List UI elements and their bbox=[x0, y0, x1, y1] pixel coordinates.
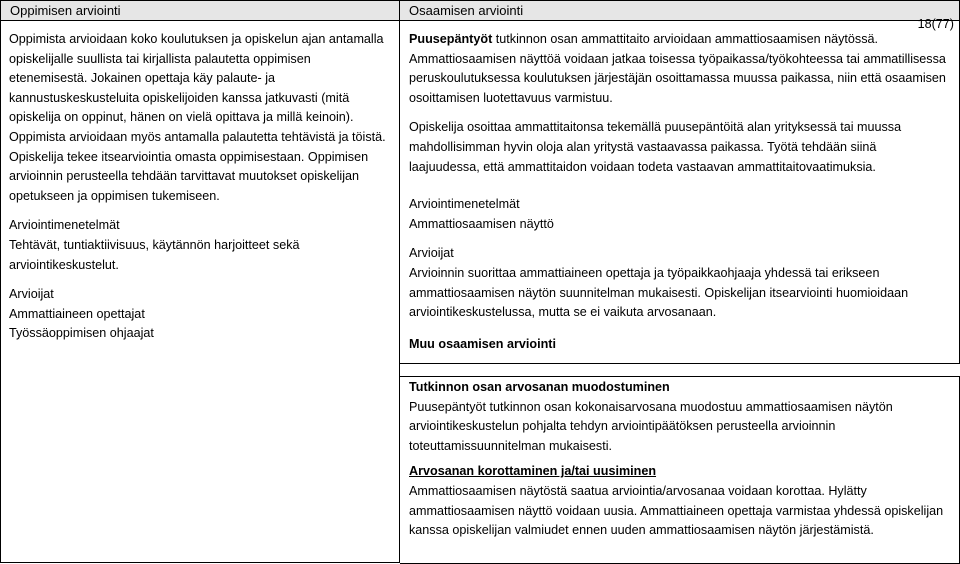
right-methods-text: Ammattiosaamisen näyttö bbox=[409, 216, 554, 231]
right-header bbox=[400, 0, 960, 21]
improve-text: Ammattiosaamisen näytöstä saatua arviointia/arvosanaa voidaan korottaa. Hylätty ammattiosaamisen näyttö voidaan uusia. Ammattiaineen opettaja varmistaa yhdessä opiskelijan kanssa opiskelijan valmiudet ennen uuden ammattiosaamisen näytön järjestämistä. bbox=[409, 483, 944, 538]
left-assessor-1: Ammattiaineen opettajat bbox=[9, 306, 145, 321]
improve-title: Arvosanan korottaminen ja/tai uusiminen bbox=[409, 464, 657, 479]
left-header-title: Oppimisen arviointi bbox=[10, 3, 121, 18]
bottom-content bbox=[409, 378, 950, 541]
right-assessors-title: Arvioijat bbox=[409, 246, 454, 261]
right-lead-rest: tutkinnon osan ammattitaito arvioidaan ammattiosaamisen näytössä. Ammattiosaamisen näyttöä voidaan jatkaa toisessa työpaikassa/työkohteessa tai ammatillisessa peruskoulutuksessa koulutuksen järjestäjän osoittamassa muussa paikassa, niin että osaamisen osoittamisen luotettavuus varmistuu. bbox=[409, 32, 946, 105]
right-assessors-text: Arvioinnin suorittaa ammattiaineen opettaja ja työpaikkaohjaaja yhdessä tai erikseen ammattiosaamisen näytön suunnitelman mukaisesti. Opiskelijan itsearviointi huomioidaan arviointikeskustelussa, mutta se ei vaikuta arvosanaan. bbox=[409, 265, 909, 320]
right-content bbox=[409, 30, 950, 323]
left-intro: Oppimista arvioidaan koko koulutuksen ja opiskelun ajan antamalla opiskelijalle suullista tai kirjallista palautetta oppimisen etenemisestä. Jokainen opettaja käy palaute- ja kannustuskeskusteluita opiskelijoiden kanssa jatkuvasti (mitä opiskelija on oppinut, hänen on vielä opittava ja millä keinoin). Oppimista arvioidaan myös antamalla palautetta tehtävistä ja töistä. Opiskelija tekee itsearviointia omasta oppimisestaan. Oppimisen arvioinnin perusteella tehdään tarvittavat muutokset opiskelijan opetukseen ja oppimisen tukemiseen. bbox=[9, 32, 386, 203]
right-para2: Opiskelija osoittaa ammattitaitonsa tekemällä puusepäntöitä alan yrityksessä tai muussa mahdollisimman hyvin oloja alan yritystä vastaavassa paikassa. Työtä tehdään siinä laajuudessa, että ammattitaidon voidaan todeta vastaavan ammattitaitovaatimuksia. bbox=[409, 120, 902, 174]
left-column bbox=[0, 0, 400, 564]
page-number: 18(77) bbox=[917, 17, 954, 31]
grade-text: Puusepäntyöt tutkinnon osan kokonaisarvosana muodostuu ammattiosaamisen näytön arviointikeskustelun pohjalta tehdyn arviointipäätöksen perusteella arvioinnin toteuttamissuunnitelman mukaisesti. bbox=[409, 399, 893, 453]
right-header-title: Osaamisen arviointi bbox=[409, 3, 524, 18]
left-methods-title: Arviointimenetelmät bbox=[9, 218, 120, 233]
left-assessor-2: Työssäoppimisen ohjaajat bbox=[9, 326, 154, 341]
left-header bbox=[0, 0, 400, 21]
right-lead-bold: Puusepäntyöt bbox=[409, 32, 493, 46]
right-lead bbox=[409, 30, 950, 108]
right-column bbox=[400, 0, 960, 564]
left-assessors-title: Arvioijat bbox=[9, 287, 54, 302]
right-methods-title: Arviointimenetelmät bbox=[409, 197, 520, 212]
left-methods-text: Tehtävät, tuntiaktiivisuus, käytännön harjoitteet sekä arviointikeskustelut. bbox=[9, 237, 300, 272]
other-assessment-title: Muu osaamisen arviointi bbox=[409, 337, 556, 351]
left-content bbox=[9, 30, 390, 344]
grade-title: Tutkinnon osan arvosanan muodostuminen bbox=[409, 380, 670, 394]
